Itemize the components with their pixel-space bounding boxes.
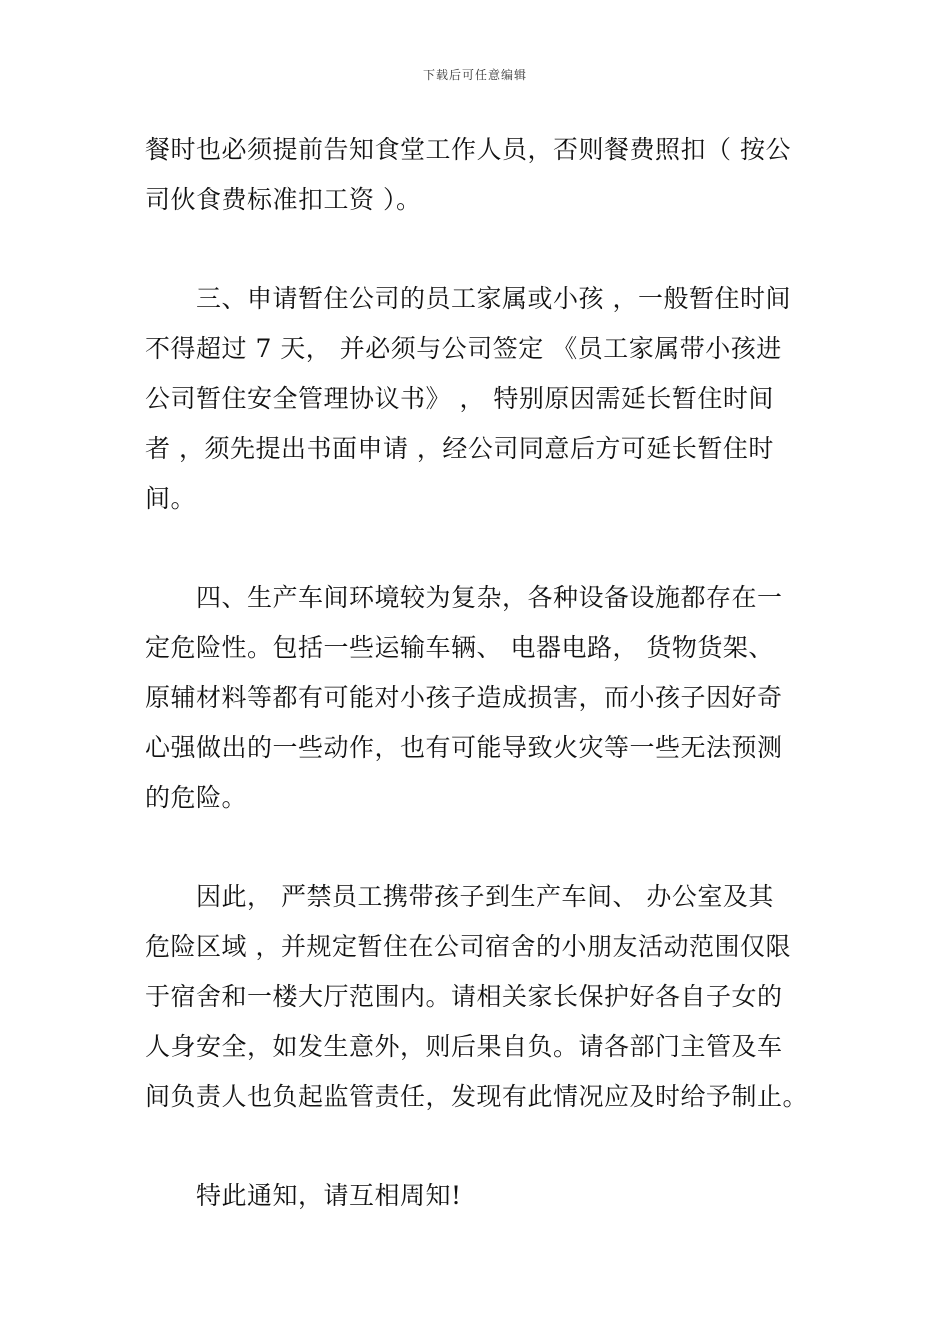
text-line: 不得超过 7 天， 并必须与公司签定 《员工家属带小孩进 — [145, 334, 782, 363]
text-line: 餐时也必须提前告知食堂工作人员，否则餐费照扣（ 按公 — [145, 135, 791, 164]
text-line: 因此， 严禁员工携带孩子到生产车间、 办公室及其 — [145, 882, 774, 911]
text-line: 三、申请暂住公司的员工家属或小孩 ，一般暂住时间 — [145, 284, 791, 313]
text-line: 四、生产车间环境较为复杂，各种设备设施都存在一 — [145, 583, 783, 612]
text-line: 者 ，须先提出书面申请 ，经公司同意后方可延长暂住时 — [145, 434, 774, 463]
text-line: 特此通知，请互相周知! — [145, 1181, 462, 1210]
text-line: 定危险性。包括一些运输车辆、 电器电路， 货物货架、 — [145, 633, 774, 662]
page-header: 下载后可任意编辑 — [422, 68, 527, 82]
text-line: 公司暂住安全管理协议书》 ， 特别原因需延长暂住时间 — [145, 384, 774, 413]
text-line: 危险区域 ，并规定暂住在公司宿舍的小朋友活动范围仅限 — [145, 932, 791, 961]
text-line: 间负责人也负起监管责任，发现有此情况应及时给予制止。 — [145, 1082, 809, 1111]
text-line: 间。 — [145, 484, 197, 513]
text-line: 心强做出的一些动作，也有可能导致火灾等一些无法预测 — [145, 733, 783, 762]
text-line: 于宿舍和一楼大厅范围内。请相关家长保护好各自子女的 — [145, 982, 783, 1011]
text-line: 的危险。 — [145, 783, 248, 812]
text-line: 原辅材料等都有可能对小孩子造成损害，而小孩子因好奇 — [145, 683, 783, 712]
text-line: 司伙食费标准扣工资 ）。 — [145, 185, 422, 214]
text-line: 人身安全，如发生意外，则后果自负。请各部门主管及车 — [145, 1032, 783, 1061]
